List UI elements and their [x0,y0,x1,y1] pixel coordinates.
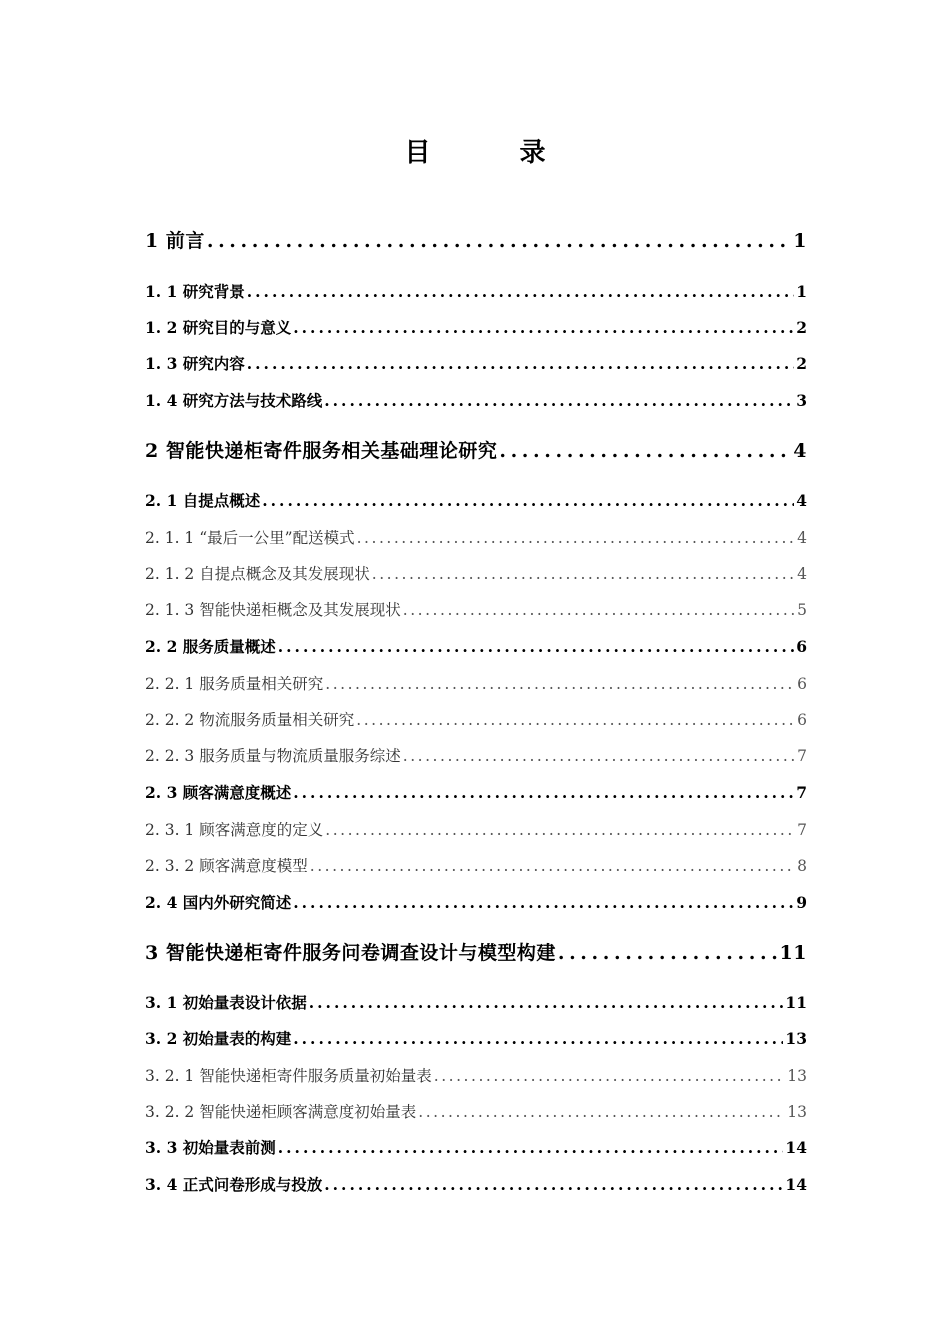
toc-entry-page: 6 [796,637,807,656]
toc-entry-label: 2 智能快递柜寄件服务相关基础理论研究 [145,440,498,462]
toc-leader-dots [309,993,784,1012]
toc-entry-page: 13 [787,1103,807,1121]
toc-entry[interactable] [145,818,807,840]
toc-leader-dots [403,747,795,765]
toc-entry[interactable] [145,489,807,511]
toc-leader-dots [325,675,795,693]
toc-entry-label: 2. 1. 3 智能快递柜概念及其发展现状 [145,601,401,619]
toc-entry-page: 8 [797,857,807,875]
toc-entry-page: 6 [797,711,807,729]
toc-entry[interactable] [145,226,807,253]
toc-leader-dots [324,391,794,410]
toc-leader-dots [278,637,794,656]
toc-entry-label: 3. 3 初始量表前测 [145,1138,276,1157]
toc-leader-dots [207,230,791,252]
toc-entry-page: 1 [793,230,807,252]
toc-leader-dots [278,1138,784,1157]
toc-leader-dots [372,565,795,583]
toc-entry[interactable] [145,635,807,657]
toc-leader-dots [247,282,794,301]
toc-leader-dots [262,491,794,510]
toc-entry-page: 3 [796,391,807,410]
toc-entry[interactable] [145,436,807,463]
toc-leader-dots [293,783,794,802]
toc-entry-page: 4 [796,491,807,510]
toc-entry[interactable] [145,389,807,411]
toc-entry[interactable] [145,854,807,876]
toc-entry[interactable] [145,1173,807,1195]
toc-entry[interactable] [145,938,807,965]
toc-entry-label: 1. 4 研究方法与技术路线 [145,391,323,410]
toc-leader-dots [310,857,795,875]
toc-entry-page: 4 [797,565,807,583]
toc-entry-page: 2 [796,354,807,373]
toc-entry[interactable] [145,280,807,302]
toc-entry-label: 3 智能快递柜寄件服务问卷调查设计与模型构建 [145,942,556,964]
toc-entry[interactable] [145,316,807,338]
toc-entry-page: 5 [797,601,807,619]
toc-entry-label: 1 前言 [145,230,205,252]
toc-entry-label: 2. 2. 3 服务质量与物流质量服务综述 [145,747,401,765]
toc-entry[interactable] [145,352,807,374]
toc-entry-label: 3. 2. 1 智能快递柜寄件服务质量初始量表 [145,1067,432,1085]
toc-entry-label: 2. 3. 1 顾客满意度的定义 [145,821,324,839]
toc-leader-dots [558,942,778,964]
toc-entry-label: 3. 4 正式问卷形成与投放 [145,1175,323,1194]
toc-leader-dots [434,1067,786,1085]
toc-entry-page: 11 [785,993,807,1012]
toc-entry-label: 2. 2. 2 物流服务质量相关研究 [145,711,355,729]
toc-leader-dots [293,318,794,337]
toc-entry[interactable] [145,891,807,913]
toc-entry-label: 3. 1 初始量表设计依据 [145,993,307,1012]
toc-entry[interactable] [145,1100,807,1122]
toc-entry-page: 13 [785,1029,807,1048]
page-title: 目 录 [404,138,586,168]
toc-entry-label: 3. 2 初始量表的构建 [145,1029,292,1048]
toc-entry-label: 2. 1 自提点概述 [145,491,261,510]
toc-entry[interactable] [145,672,807,694]
toc-entry-label: 2. 4 国内外研究简述 [145,893,292,912]
toc-leader-dots [293,893,794,912]
toc-entry[interactable] [145,708,807,730]
toc-leader-dots [247,354,794,373]
toc-entry-page: 14 [785,1138,807,1157]
toc-entry-label: 2. 3 顾客满意度概述 [145,783,292,802]
toc-entry-label: 2. 1. 2 自提点概念及其发展现状 [145,565,370,583]
toc-entry-page: 7 [797,821,807,839]
toc-entry-page: 2 [796,318,807,337]
toc-entry-label: 2. 2 服务质量概述 [145,637,276,656]
toc-entry[interactable] [145,562,807,584]
toc-entry-label: 1. 3 研究内容 [145,354,245,373]
toc-leader-dots [324,1175,783,1194]
toc-leader-dots [356,711,795,729]
toc-entry-label: 3. 2. 2 智能快递柜顾客满意度初始量表 [145,1103,417,1121]
toc-entry-page: 13 [787,1067,807,1085]
toc-leader-dots [418,1103,785,1121]
toc-entry-page: 6 [797,675,807,693]
toc-entry[interactable] [145,1064,807,1086]
toc-leader-dots [325,821,795,839]
toc-leader-dots [357,529,796,547]
toc-entry[interactable] [145,1136,807,1158]
toc-leader-dots [403,601,795,619]
toc-entry-page: 7 [796,783,807,802]
toc-entry[interactable] [145,744,807,766]
toc-entry[interactable] [145,1027,807,1049]
toc-entry-page: 7 [797,747,807,765]
toc-entry-page: 11 [779,942,807,964]
toc-entry-page: 4 [793,440,807,462]
toc-entry-page: 4 [797,529,807,547]
toc-entry-page: 1 [796,282,807,301]
toc-entry-label: 2. 3. 2 顾客满意度模型 [145,857,308,875]
toc-entry[interactable] [145,991,807,1013]
toc-leader-dots [499,440,791,462]
toc-entry-label: 2. 2. 1 服务质量相关研究 [145,675,324,693]
toc-entry-page: 14 [785,1175,807,1194]
toc-entry-label: 1. 1 研究背景 [145,282,245,301]
toc-entry[interactable] [145,526,807,548]
toc-entry-label: 2. 1. 1 “最后一公里”配送模式 [145,529,355,547]
toc-leader-dots [293,1029,783,1048]
toc-entry[interactable] [145,781,807,803]
toc-entry[interactable] [145,598,807,620]
toc-entry-page: 9 [796,893,807,912]
toc-entry-label: 1. 2 研究目的与意义 [145,318,292,337]
